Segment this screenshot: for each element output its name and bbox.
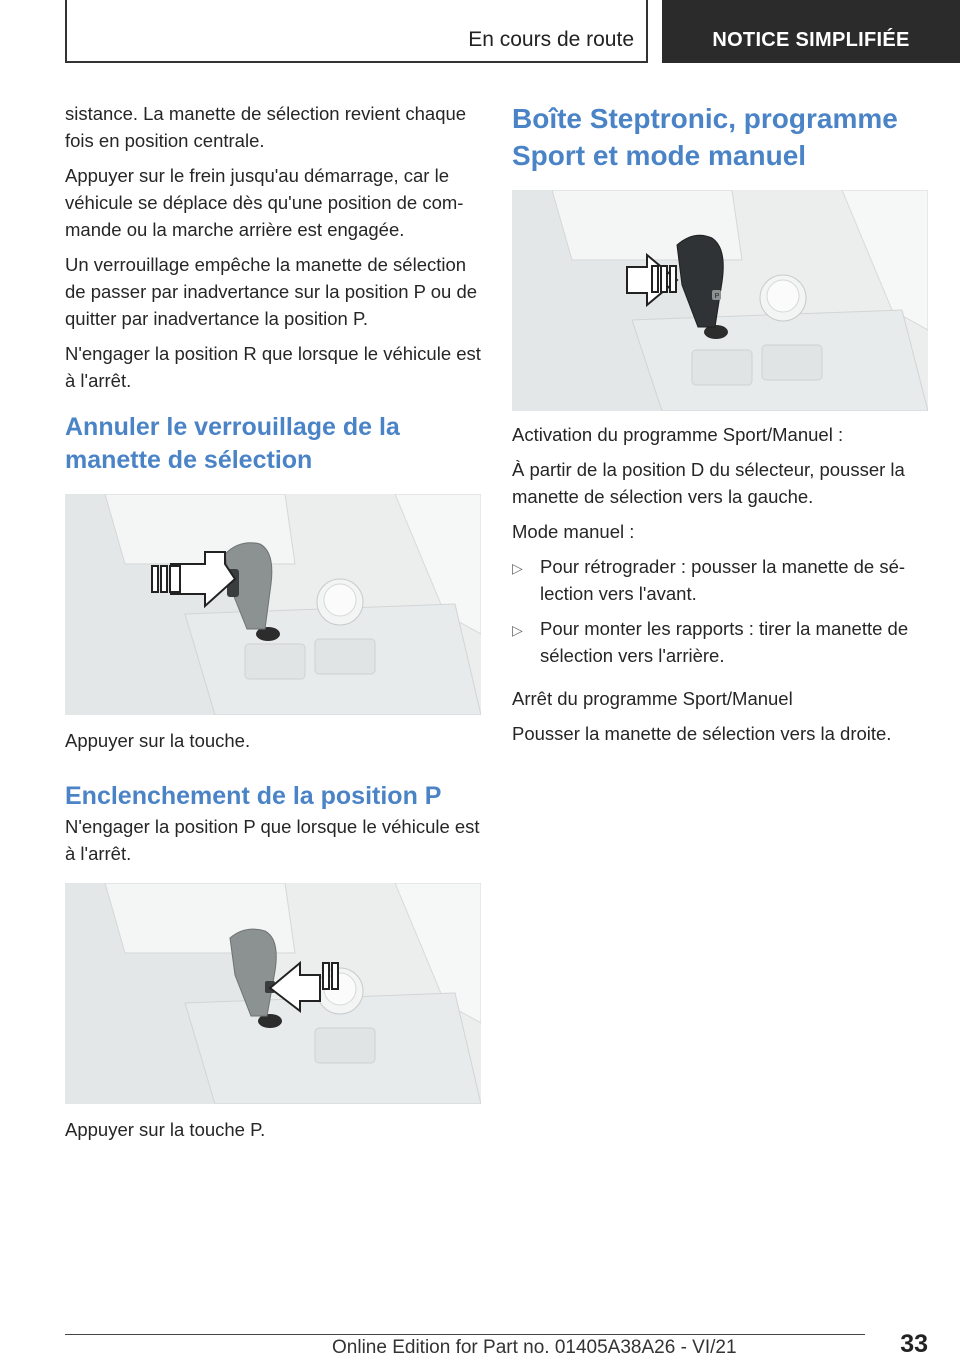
triangle-bullet-icon: ▷ [512,622,523,638]
section-heading-steptronic: Boîte Steptronic, programme Sport et mode manuel [512,103,898,171]
illustration-steptronic [512,190,928,411]
illustration-unlock-button [65,494,481,715]
list-item: ▷ Pour monter les rapports : tirer la manette de sélection vers l'arrière. [512,618,909,666]
footer-edition: Online Edition for Part no. 01405A38A26 - VI/21 [332,1337,737,1358]
paragraph: Appuyer sur le frein jusqu'au démarrage, car le véhicule se déplace dès qu'une position de com‐mande ou la marche arrière est engagée. [65,165,464,240]
triangle-bullet-icon: ▷ [512,560,523,576]
left-column [65,100,481,1151]
paragraph: N'engager la position R que lorsque le véhicule est à l'arrêt. [65,343,481,391]
paragraph: N'engager la position P que lorsque le véhicule est à l'arrêt. [65,816,480,864]
paragraph: sistance. La manette de sélection revient chaque fois en position centrale. [65,103,467,151]
illustration-p-button [65,883,481,1104]
footer-rule [65,1334,865,1335]
paragraph: Un verrouillage empêche la manette de sélection de passer par inadvertance sur la position P ou de quitter par inadvertance la position P. [65,254,478,329]
paragraph: Mode manuel : [512,521,635,542]
list-item: ▷ Pour rétrograder : pousser la manette de sé‐lection vers l'avant. [512,556,906,604]
header-section-title: En cours de route [468,28,634,51]
lever-letter: P [714,293,720,300]
paragraph: À partir de la position D du sélecteur, pousser la manette de sélection vers la gauche. [512,459,905,507]
right-column [512,100,928,755]
paragraph: Activation du programme Sport/Manuel : [512,424,844,445]
section-heading-position-p: Enclenchement de la position P [65,782,442,810]
header-badge [662,0,960,63]
page-number: 33 [900,1330,928,1358]
caption-p-button: Appuyer sur la touche P. [65,1119,266,1140]
manual-mode-list [512,553,928,669]
section-heading-unlock: Annuler le verrouillage de la manette de sélection [65,413,400,474]
header-badge-label: NOTICE SIMPLIFIÉE [712,29,910,51]
caption-unlock: Appuyer sur la touche. [65,730,251,751]
paragraph: Arrêt du programme Sport/Manuel [512,688,793,709]
header-section-box [65,0,648,63]
paragraph: Pousser la manette de sélection vers la droite. [512,723,892,744]
